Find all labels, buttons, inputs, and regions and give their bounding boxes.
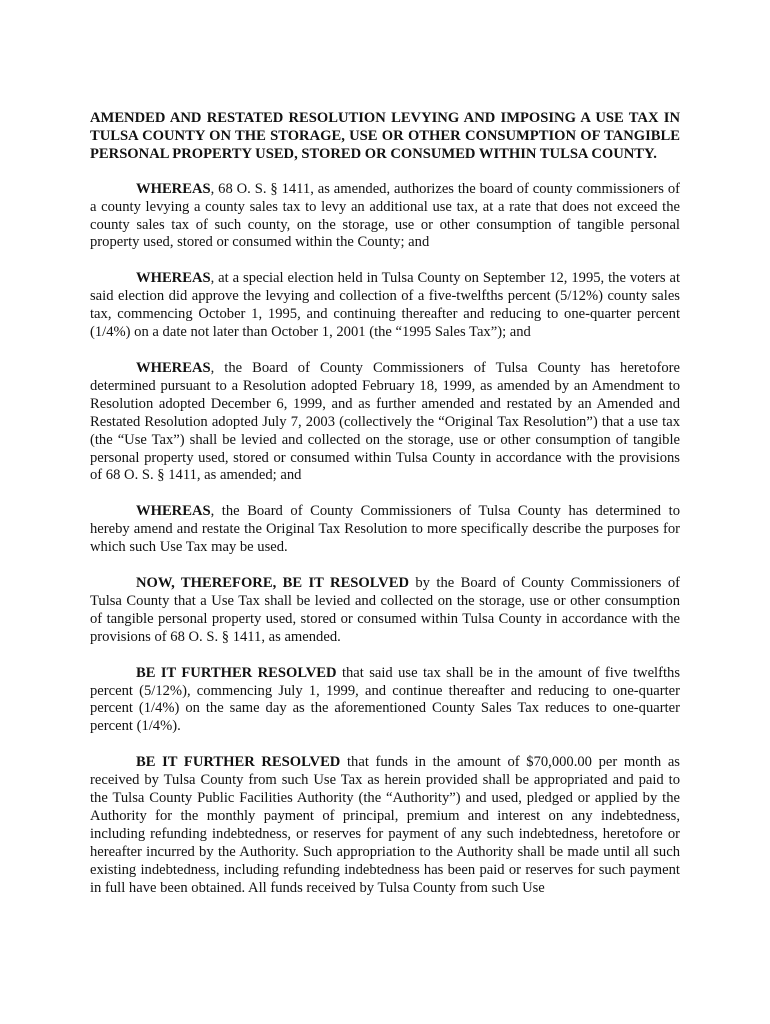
paragraph-whereas-3 xyxy=(90,360,680,485)
document-page xyxy=(90,110,680,916)
paragraph-lead: WHEREAS xyxy=(136,180,211,197)
paragraph-text: , 68 O. S. § 1411, as amended, authorizes the board of county commissioners of a county levying a county sales tax to levy an additional use tax, at a rate that does not exceed the county sales tax of such county, on the storage, use or other consumption of tangible personal property used, stored or consumed within the County; and xyxy=(90,180,680,251)
paragraph-further-resolved-1 xyxy=(90,665,680,737)
paragraph-lead: WHEREAS xyxy=(136,503,211,520)
paragraph-whereas-1 xyxy=(90,181,680,253)
paragraph-text: that funds in the amount of $70,000.00 per month as received by Tulsa County from such Use Tax as herein provided shall be appropriated and paid to the Tulsa County Public Facilities Authority (the “Authority”) and used, pledged or applied by the Authority for the monthly payment of principal, premium and interest on any indebtedness, including refunding indebtedness, or reserves for payment of any such indebtedness, heretofore or hereafter incurred by the Authority. Such appropriation to the Authority shall be made until all such existing indebtedness, including refunding indebtedness has been paid or reserves for such payment in full have been obtained. All funds received by Tulsa County from such Use xyxy=(90,754,680,896)
paragraph-lead: WHEREAS xyxy=(136,270,211,287)
paragraph-further-resolved-2 xyxy=(90,754,680,897)
paragraph-text: by the Board of County Commissioners of Tulsa County that a Use Tax shall be levied and collected on the storage, use or other consumption of tangible personal property used, stored or consumed within Tulsa County in accordance with the provisions of 68 O. S. § 1411, as amended. xyxy=(90,575,680,645)
paragraph-text: , the Board of County Commissioners of Tulsa County has determined to hereby amend and restate the Original Tax Resolution to more specifically describe the purposes for which such Use Tax may be used. xyxy=(90,503,680,556)
paragraph-text: that said use tax shall be in the amount of five twelfths percent (5/12%), commencing July 1, 1999, and continue thereafter and reducing to one-quarter percent (1/4%) on the same day as the aforementioned County Sales Tax reduces to one-quarter percent (1/4%). xyxy=(90,664,680,735)
paragraph-lead: BE IT FURTHER RESOLVED xyxy=(136,754,341,771)
paragraph-whereas-2 xyxy=(90,270,680,342)
paragraph-text: , the Board of County Commissioners of Tulsa County has heretofore determined pursuant to a Resolution adopted February 18, 1999, as amended by an Amendment to Resolution adopted December 6, 1999, and as further amended and restated by an Amended and Restated Resolution adopted July 7, 2003 (collectively the “Original Tax Resolution”) that a use tax (the “Use Tax”) shall be levied and collected on the storage, use or other consumption of tangible personal property used, stored or consumed within Tulsa County in accordance with the provisions of 68 O. S. § 1411, as amended; and xyxy=(90,359,680,484)
paragraph-whereas-4 xyxy=(90,503,680,557)
document-title: AMENDED AND RESTATED RESOLUTION LEVYING AND IMPOSING A USE TAX IN TULSA COUNTY ON THE STORAGE, USE OR OTHER CONSUMPTION OF TANGIBLE PERSONAL PROPERTY USED, STORED OR CONSUMED WITHIN TULSA COUNTY. xyxy=(90,110,680,162)
paragraph-lead: BE IT FURTHER RESOLVED xyxy=(136,664,337,681)
paragraph-lead: WHEREAS xyxy=(136,359,211,376)
paragraph-text: , at a special election held in Tulsa County on September 12, 1995, the voters at said election did approve the levying and collection of a five-twelfths percent (5/12%) county sales tax, commencing October 1, 1995, and continuing thereafter and reducing to one-quarter percent (1/4%) on a date not later than October 1, 2001 (the “1995 Sales Tax”); and xyxy=(90,270,680,341)
paragraph-resolved xyxy=(90,575,680,647)
paragraph-lead: NOW, THEREFORE, BE IT RESOLVED xyxy=(136,575,409,592)
